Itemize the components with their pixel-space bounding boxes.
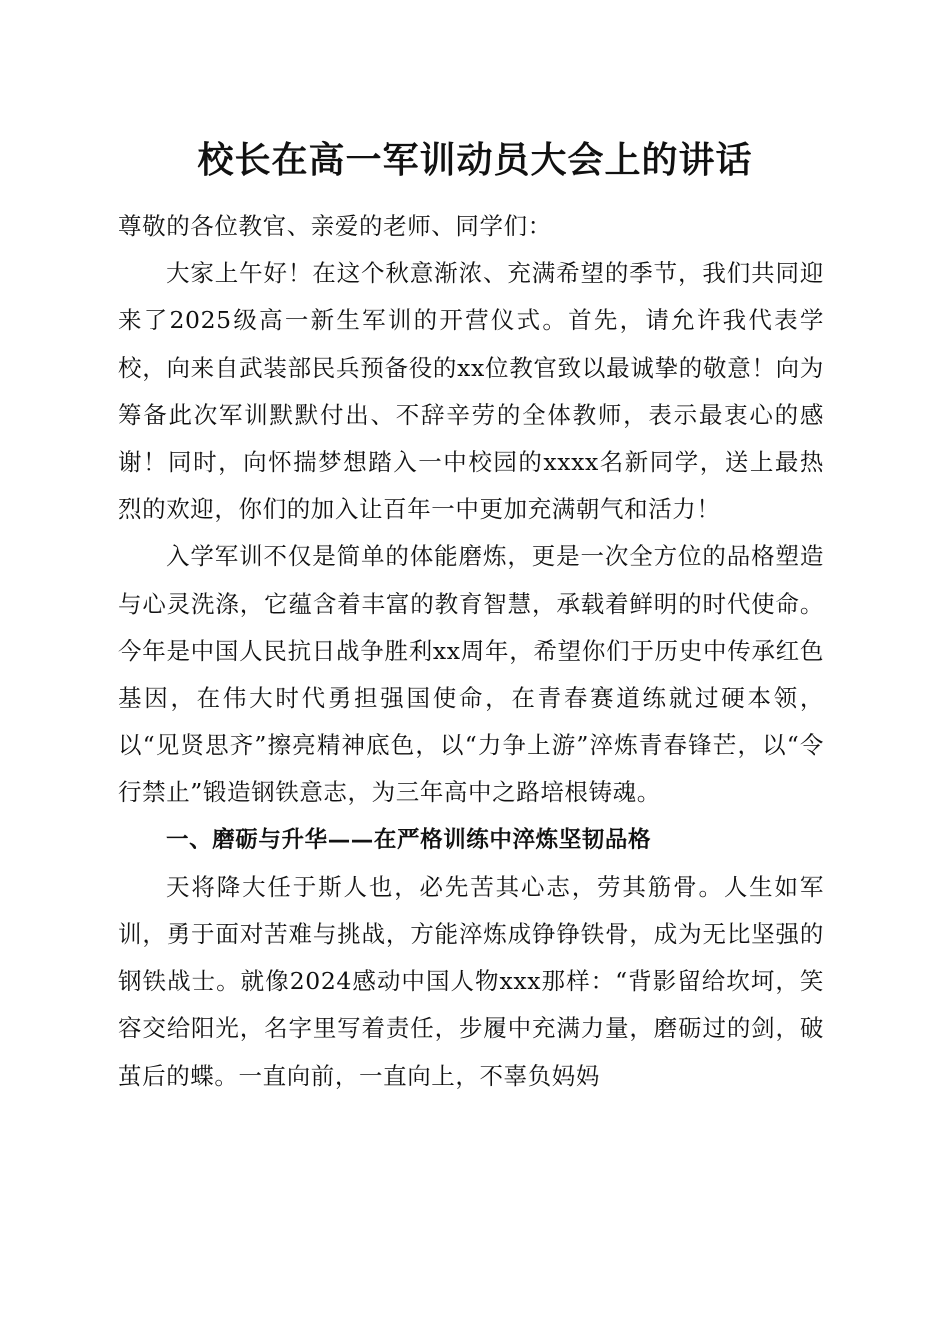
document-body [118, 203, 824, 1100]
document-title: 校长在高一军训动员大会上的讲话 [197, 139, 753, 181]
body-paragraph: 入学军训不仅是简单的体能磨炼，更是一次全方位的品格塑造与心灵洗涤，它蕴含着丰富的教育智慧，承载着鲜明的时代使命。今年是中国人民抗日战争胜利xx周年，希望你们于历史中传承红色基因，在伟大时代勇担强国使命，在青春赛道练就过硬本领，以“见贤思齐”擦亮精神底色，以“力争上游”淬炼青春锋芒，以“令行禁止”锻造钢铁意志，为三年高中之路培根铸魂。 [118, 542, 824, 807]
section-paragraph: 天将降大任于斯人也，必先苦其心志，劳其筋骨。人生如军训，勇于面对苦难与挑战，方能淬炼成铮铮铁骨，成为无比坚强的钢铁战士。就像2024感动中国人物xxx那样：“背影留给坎坷，笑容交给阳光，名字里写着责任，步履中充满力量，磨砺过的剑，破茧后的蝶。一直向前，一直向上，不辜负妈妈 [118, 872, 824, 1090]
section-heading: 一、磨砺与升华——在严格训练中淬炼坚韧品格 [166, 826, 652, 853]
body-paragraph: 大家上午好！在这个秋意渐浓、充满希望的季节，我们共同迎来了2025级高一新生军训的开营仪式。首先，请允许我代表学校，向来自武装部民兵预备役的xx位教官致以最诚挚的敬意！向为筹备此次军训默默付出、不辞辛劳的全体教师，表示最衷心的感谢！同时，向怀揣梦想踏入一中校园的xxxx名新同学，送上最热烈的欢迎，你们的加入让百年一中更加充满朝气和活力！ [118, 259, 824, 524]
salutation: 尊敬的各位教官、亲爱的老师、同学们： [118, 212, 552, 240]
